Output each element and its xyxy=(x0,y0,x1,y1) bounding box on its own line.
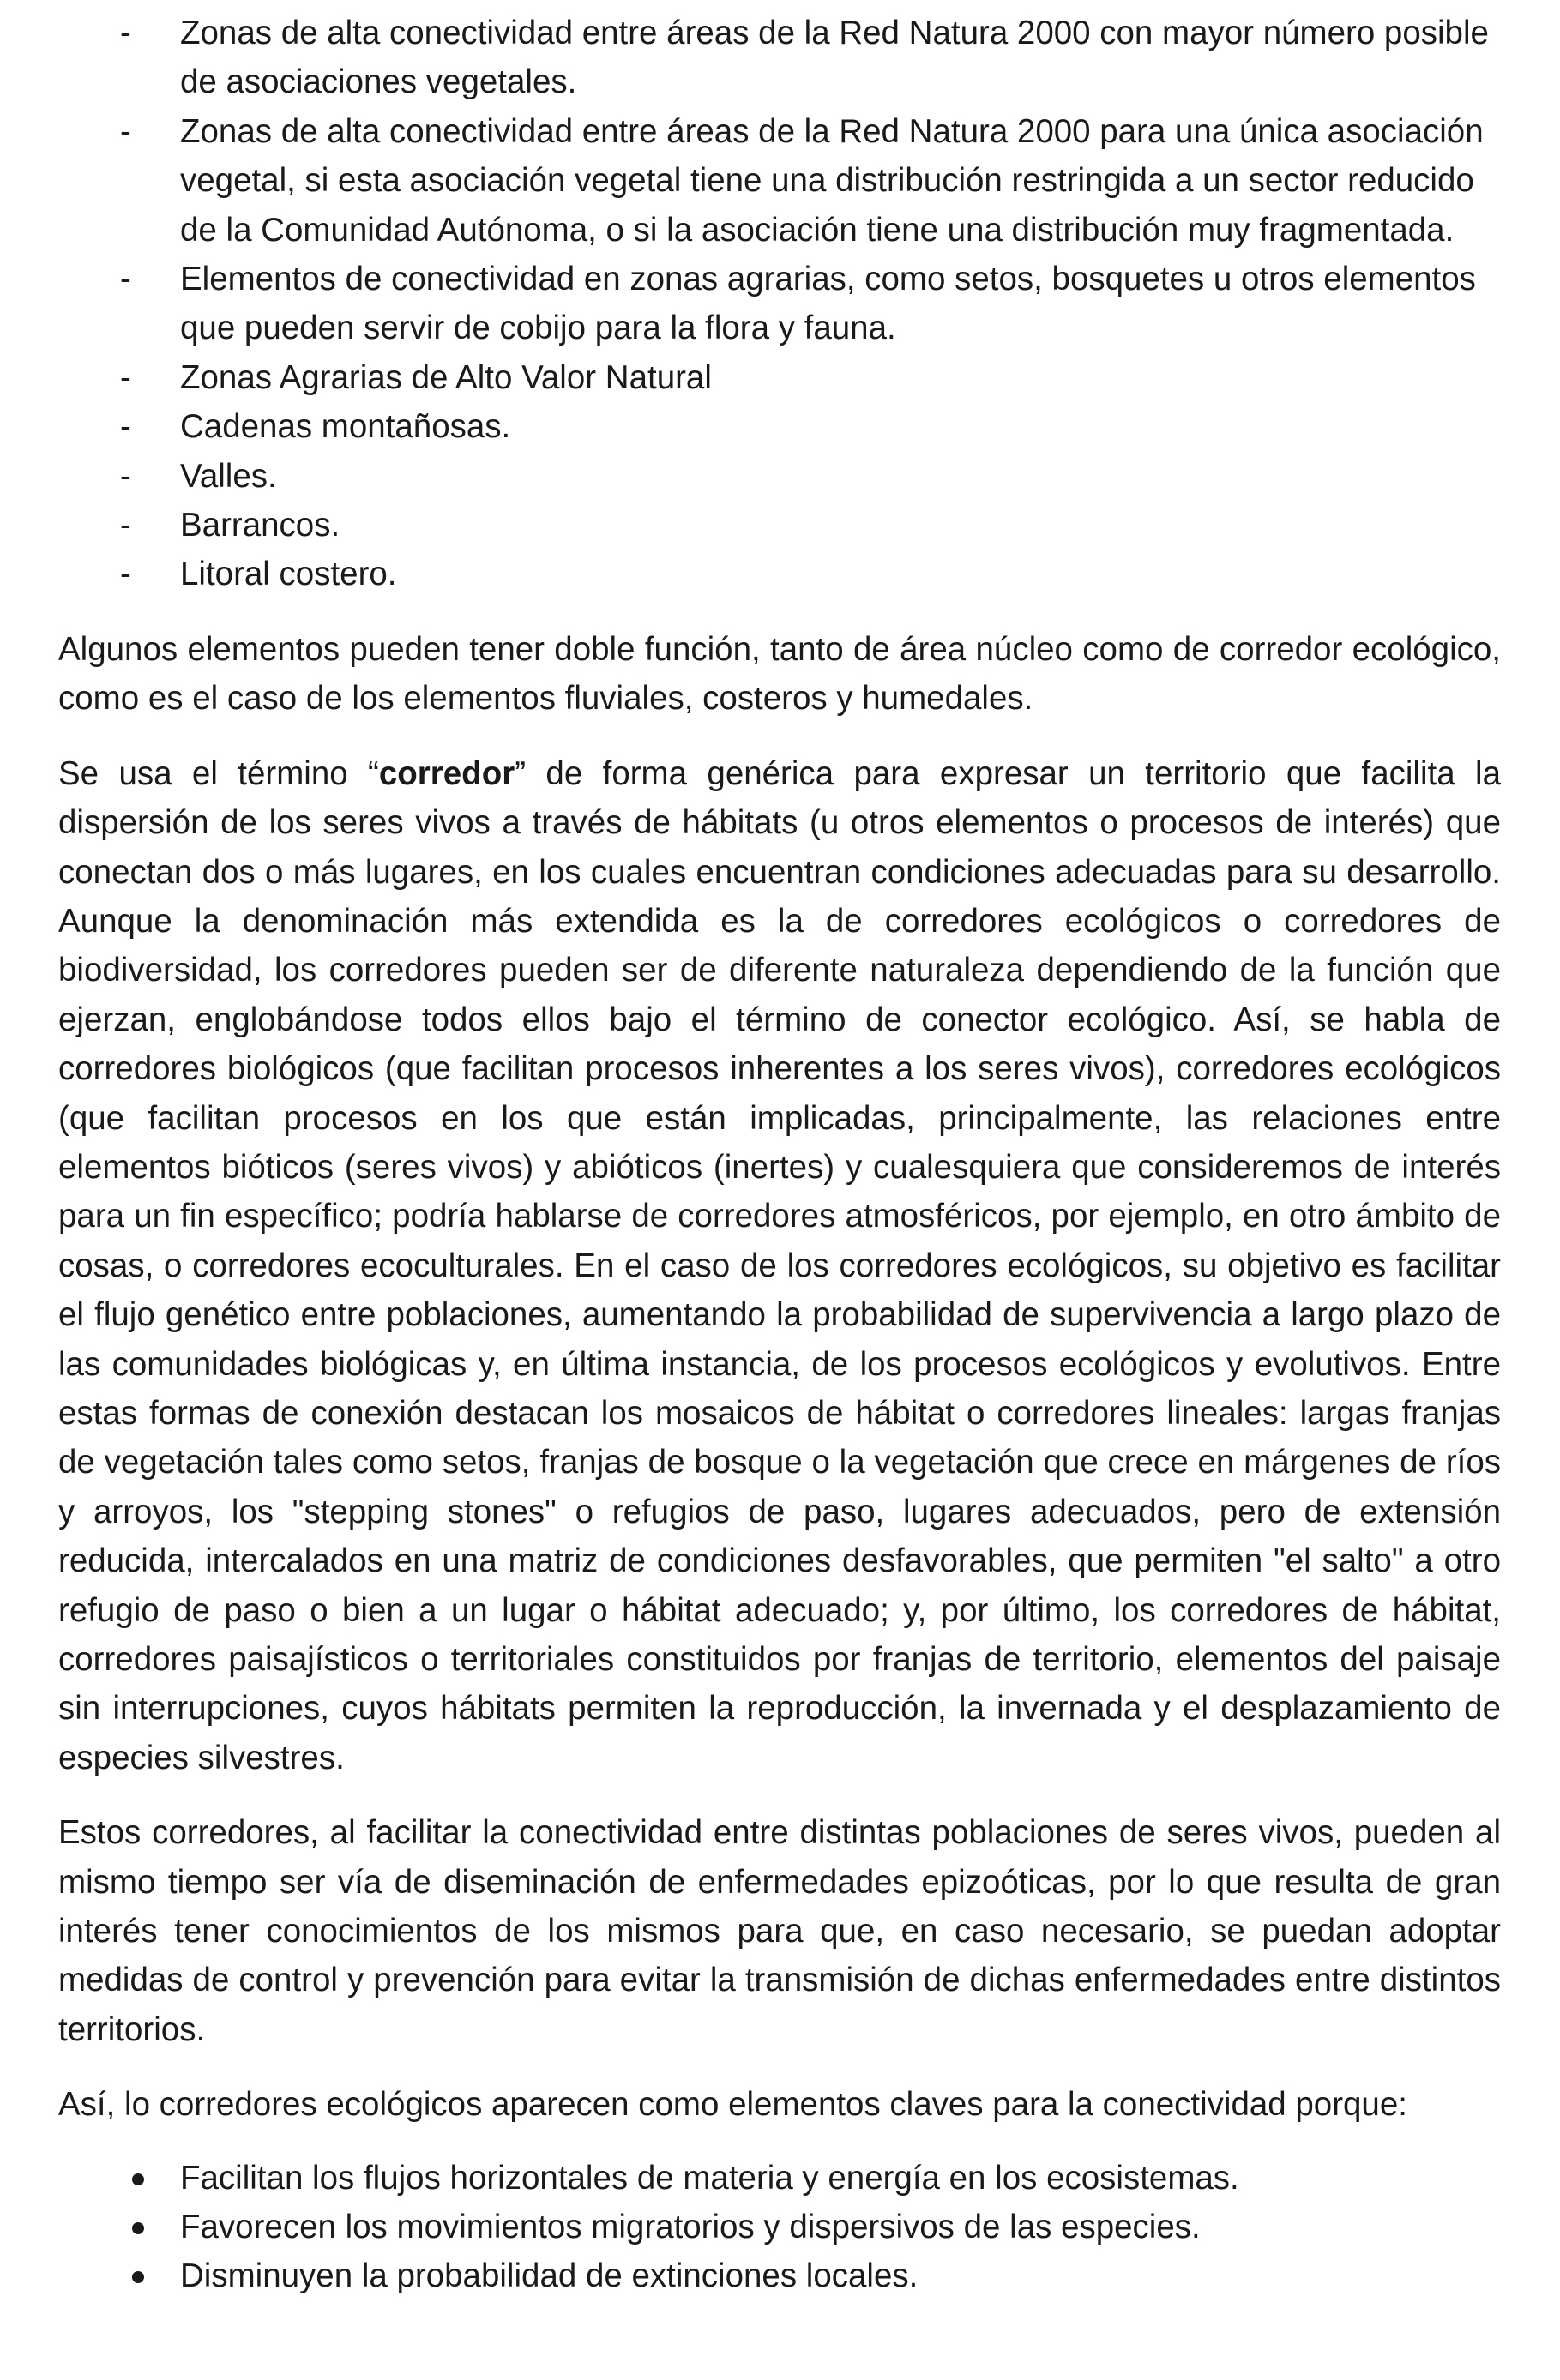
document-page xyxy=(58,9,1501,2301)
list-item xyxy=(58,353,1501,402)
list-item-text: Zonas de alta conectividad entre áreas de la Red Natura 2000 para una única asociación vegetal, si esta asociación vegetal tiene una distribución restringida a un sector reducido de la Comunidad Autónoma, o si la asociación tiene una distribución muy fragmentada. xyxy=(180,112,1484,249)
list-item-text: Elementos de conectividad en zonas agrarias, como setos, bosquetes u otros elementos que pueden servir de cobijo para la flora y fauna. xyxy=(180,261,1476,347)
list-item xyxy=(58,2203,1501,2251)
dash-marker: - xyxy=(120,358,131,396)
list-item xyxy=(58,550,1501,598)
paragraph-disease-spread: Estos corredores, al facilitar la conectividad entre distintas poblaciones de seres vivos, pueden al mismo tiempo ser vía de diseminación de enfermedades epizoóticas, por lo que resulta de gran interés tener conocimientos de los mismos para que, en caso necesario, se puedan adoptar medidas de control y prevención para evitar la transmisión de dichas enfermedades entre distintos territorios. xyxy=(58,1814,1501,2048)
dash-marker: - xyxy=(120,408,131,446)
list-item xyxy=(58,452,1501,501)
bullet-dot-icon xyxy=(132,2173,144,2185)
list-item-text: Litoral costero. xyxy=(180,556,397,593)
list-item-text: Facilitan los flujos horizontales de materia y energía en los ecosistemas. xyxy=(180,2159,1239,2197)
bullet-dot-icon xyxy=(132,2271,144,2283)
list-item-text: Valles. xyxy=(180,457,277,495)
dash-marker: - xyxy=(120,261,131,298)
dash-marker: - xyxy=(120,507,131,544)
list-item-text: Zonas Agrarias de Alto Valor Natural xyxy=(180,358,712,396)
list-item xyxy=(58,2154,1501,2203)
list-item xyxy=(58,501,1501,550)
list-item xyxy=(58,9,1501,107)
list-item xyxy=(58,2251,1501,2300)
list-item-text: Disminuyen la probabilidad de extinciones locales. xyxy=(180,2257,919,2295)
dash-marker: - xyxy=(120,457,131,495)
dash-list xyxy=(58,9,1501,599)
paragraph-dual-function: Algunos elementos pueden tener doble función, tanto de área núcleo como de corredor ecológico, como es el caso de los elementos fluviales, costeros y humedales. xyxy=(58,630,1501,718)
paragraph-corridor-definition xyxy=(58,749,1501,1783)
dash-marker: - xyxy=(120,112,131,150)
dash-marker: - xyxy=(120,556,131,593)
bullet-list xyxy=(58,2154,1501,2301)
bullet-dot-icon xyxy=(132,2222,144,2234)
list-item xyxy=(58,402,1501,451)
paragraph-text-rest: ” de forma genérica para expresar un territorio que facilita la dispersión de los seres vivos a través de hábitats (u otros elementos o procesos de interés) que conectan dos o más lugares, en los cuales encuentran condiciones adecuadas para su desarrollo. Aunque la denominación más extendida es la de corredores ecológicos o corredores de biodiversidad, los corredores pueden ser de diferente naturaleza dependiendo de la función que ejerzan, englobándose todos ellos bajo el término de conector ecológico. Así, se habla de corredores biológicos (que facilitan procesos inherentes a los seres vivos), corredores ecológicos (que facilitan procesos en los que están implicadas, principalmente, las relaciones entre elementos bióticos (seres vivos) y abióticos (inertes) y cualesquiera que consideremos de interés para un fin específico; podría hablarse de corredores atmosféricos, por ejemplo, en otro ámbito de cosas, o corredores ecoculturales. En el caso de los corredores ecológicos, su objetivo es facilitar el flujo genético entre poblaciones, aumentando la probabilidad de supervivencia a largo plazo de las comunidades biológicas y, en última instancia, de los procesos ecológicos y evolutivos. Entre estas formas de conexión destacan los mosaicos de hábitat o corredores lineales: largas franjas de vegetación tales como setos, franjas de bosque o la vegetación que crece en márgenes de ríos y arroyos, los "stepping stones" o refugios de paso, lugares adecuados, pero de extensión reducida, intercalados en una matriz de condiciones desfavorables, que permiten "el salto" a otro refugio de paso o bien a un lugar o hábitat adecuado; y, por último, los corredores de hábitat, corredores paisajísticos o territoriales constituidos por franjas de territorio, elementos del paisaje sin interrupciones, cuyos hábitats permiten la reproducción, la invernada y el desplazamiento de especies silvestres. xyxy=(58,754,1501,1776)
paragraph-text-start: Se usa el término “ xyxy=(58,754,379,792)
list-item-text: Zonas de alta conectividad entre áreas de la Red Natura 2000 con mayor número posible de asociaciones vegetales. xyxy=(180,15,1489,101)
list-item-text: Cadenas montañosas. xyxy=(180,408,511,446)
list-item-text: Barrancos. xyxy=(180,507,340,544)
paragraph-corridor-importance: Así, lo corredores ecológicos aparecen como elementos claves para la conectividad porque: xyxy=(58,2086,1407,2124)
list-item-text: Favorecen los movimientos migratorios y dispersivos de las especies. xyxy=(180,2209,1201,2246)
list-item xyxy=(58,107,1501,255)
bold-term-corredor: corredor xyxy=(378,754,515,792)
list-item xyxy=(58,255,1501,353)
dash-marker: - xyxy=(120,15,131,51)
